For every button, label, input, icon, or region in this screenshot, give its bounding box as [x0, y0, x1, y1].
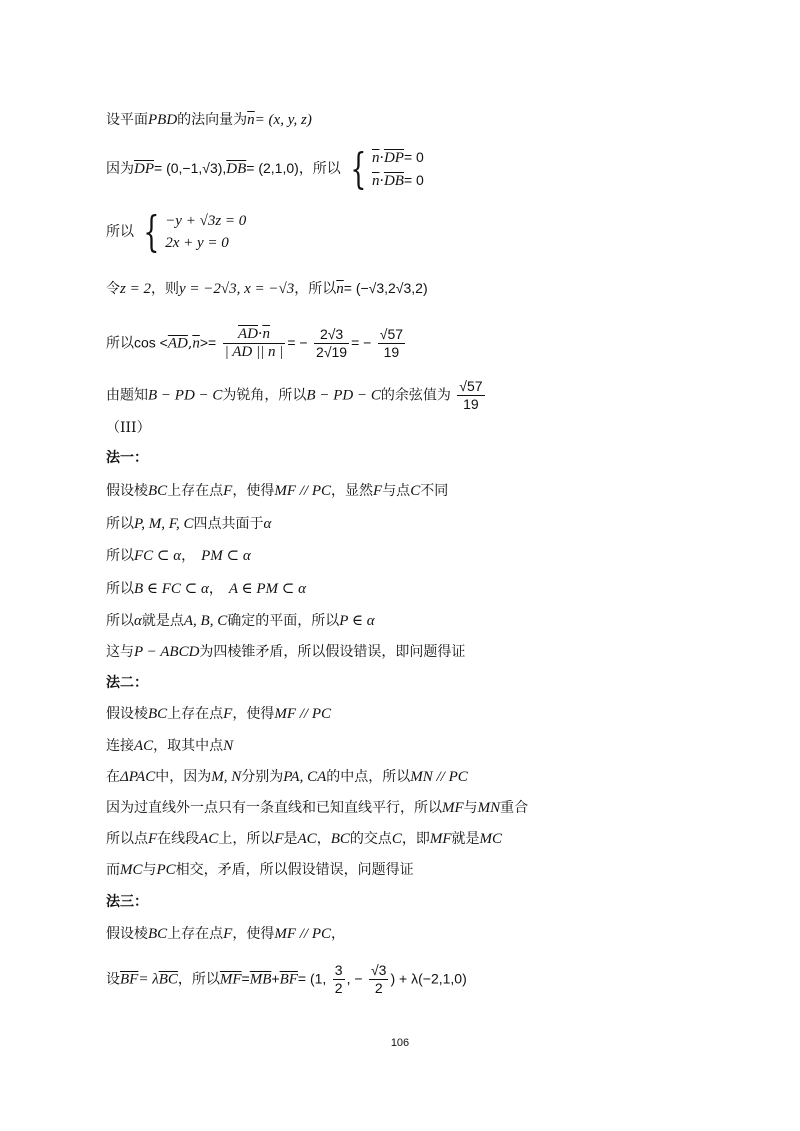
- math-text: C: [391, 831, 402, 847]
- text: 令: [106, 281, 120, 297]
- denominator: 2: [374, 980, 383, 996]
- math-text: >=: [199, 334, 217, 351]
- fraction: [378, 326, 405, 361]
- text: 为锐角，所以: [222, 387, 307, 404]
- text: 与: [463, 800, 478, 816]
- vector-symbol: $\overline{n}$: [262, 326, 270, 342]
- math-text: AC: [134, 738, 154, 754]
- text: 分别为: [241, 769, 284, 785]
- math-text: cos <: [134, 334, 168, 351]
- text: 的中点，所以: [326, 769, 411, 785]
- equation-system: [345, 146, 424, 192]
- math-text: = (−√3,2√3,2): [343, 280, 428, 296]
- method-three-heading: 法三：: [106, 894, 148, 910]
- math-text: = −: [351, 334, 372, 351]
- numerator: √57: [379, 326, 404, 342]
- text: ，: [208, 581, 223, 597]
- math-text: +: [271, 970, 280, 987]
- line-cosine: [106, 326, 407, 361]
- math-text: PBD: [148, 112, 178, 128]
- text: 由题知: [106, 387, 148, 404]
- text: 与点: [382, 483, 411, 499]
- line-conclusion-cos: [106, 378, 487, 413]
- math-text: ,: [187, 335, 193, 352]
- math-text: = −: [287, 334, 308, 351]
- text: 上存在点: [167, 926, 224, 942]
- math-text: , −: [346, 970, 363, 987]
- math-text: ·: [379, 173, 384, 189]
- fraction: [223, 326, 286, 361]
- system-row: [372, 146, 424, 169]
- line-text: [106, 642, 465, 662]
- vector-symbol: $\overline{DP}$: [134, 161, 154, 177]
- math-text: z = 2: [120, 281, 151, 297]
- vector-symbol: $\overline{AD}$: [167, 335, 188, 352]
- math-text: α: [263, 516, 272, 532]
- denominator: | AD || n |: [224, 344, 284, 360]
- denominator: 19: [463, 396, 479, 412]
- text: 设: [106, 971, 120, 988]
- math-text: MC: [479, 831, 503, 847]
- vector-symbol: $\overline{DB}$: [383, 173, 404, 189]
- math-text: ·: [379, 150, 384, 166]
- method-one-heading: 法一：: [106, 450, 148, 466]
- math-text: AC: [199, 831, 219, 847]
- text: ，使得: [232, 926, 275, 942]
- text: ，使得: [232, 483, 275, 499]
- text: 中，因为: [155, 769, 212, 785]
- math-text: F: [373, 483, 383, 499]
- text: 与: [142, 862, 157, 878]
- math-text: F: [148, 831, 158, 847]
- text: 假设棱: [106, 706, 148, 722]
- math-text: F: [223, 926, 233, 942]
- text: ，显然: [331, 483, 374, 499]
- text: 为四棱锥矛盾，所以假设错误，即问题得证: [199, 644, 466, 660]
- text: ，则: [150, 281, 179, 297]
- numerator: √57: [459, 378, 483, 394]
- math-text: MF // PC: [274, 483, 332, 499]
- math-text: N: [223, 738, 234, 754]
- line-text: [106, 481, 448, 501]
- vector-symbol: $\overline{AD}$: [238, 326, 258, 342]
- vector-symbol: $\overline{n}$: [372, 173, 380, 189]
- text: 因为: [106, 161, 134, 177]
- line-text: [106, 736, 233, 756]
- text: 所以点: [106, 831, 148, 847]
- text: 因为过直线外一点只有一条直线和已知直线平行，所以: [106, 800, 442, 816]
- math-text: PC: [156, 862, 176, 878]
- vector-symbol: $\overline{n}$: [192, 335, 200, 352]
- math-text: = (x, y, z): [254, 112, 312, 128]
- fraction: [369, 962, 388, 997]
- math-text: A, B, C: [183, 613, 228, 629]
- fraction: [333, 962, 345, 997]
- math-text: α: [134, 613, 142, 629]
- math-text: MN // PC: [410, 769, 468, 785]
- vector-symbol: $\overline{BF}$: [120, 971, 139, 988]
- text: 上，所以: [218, 831, 275, 847]
- line-equation-system: [106, 207, 247, 256]
- vector-symbol: $\overline{DB}$: [226, 161, 247, 177]
- math-text: B − PD − C: [306, 387, 381, 404]
- math-text: A ∈ PM ⊂ α: [228, 581, 306, 597]
- text: 所以: [106, 516, 134, 532]
- math-text: =: [241, 970, 250, 987]
- text: ，取其中点: [153, 738, 224, 754]
- line-solve-n: [106, 278, 428, 299]
- text: ，: [181, 548, 196, 564]
- method-two-heading: 法二：: [106, 675, 148, 691]
- fraction: [457, 378, 484, 413]
- line-text: [106, 514, 271, 534]
- text: ，: [331, 926, 346, 942]
- math-text: MF // PC: [274, 706, 332, 722]
- text: 就是点: [141, 613, 184, 629]
- left-brace: {: [350, 144, 367, 193]
- math-text: PA, CA: [283, 769, 327, 785]
- math-text: F: [223, 706, 233, 722]
- text: 相交，矛盾，所以假设错误，问题得证: [175, 862, 414, 878]
- text: 连接: [106, 738, 134, 754]
- math-text: MC: [120, 862, 143, 878]
- line-text: [106, 767, 468, 787]
- text: 不同: [420, 483, 449, 499]
- line-text: [106, 798, 528, 818]
- page-number: 106: [390, 1037, 410, 1049]
- math-text: BC: [330, 831, 350, 847]
- equation-system: [138, 207, 247, 256]
- text: 所以: [106, 613, 134, 629]
- section-label-part-iii: （III）: [106, 420, 151, 436]
- text: 在线段: [157, 831, 200, 847]
- math-text: = (2,1,0): [246, 160, 299, 176]
- line-text: [106, 829, 502, 849]
- line-text: [106, 704, 331, 724]
- vector-symbol: $\overline{MF}$: [219, 971, 242, 988]
- line-vectors-dp-db: [106, 146, 424, 192]
- math-text: BC: [148, 926, 168, 942]
- math-text: B − PD − C: [148, 387, 223, 404]
- text: 的法向量为: [177, 112, 248, 128]
- math-text: AC: [297, 831, 317, 847]
- text: 确定的平面，所以: [227, 613, 340, 629]
- math-text: P ∈ α: [339, 613, 375, 629]
- text: 所以: [106, 224, 134, 240]
- text: ，所以: [177, 971, 220, 988]
- text: ，即: [401, 831, 430, 847]
- math-text: MF: [442, 800, 464, 816]
- math-text: FC ⊂ α: [134, 548, 182, 564]
- math-text: y = −2√3, x = −√3: [178, 281, 295, 297]
- math-text: = λ: [138, 971, 159, 988]
- math-text: = (0,−1,√3),: [154, 160, 227, 176]
- math-text: C: [410, 483, 421, 499]
- math-text: = 0: [403, 149, 424, 165]
- text: 所以: [106, 581, 134, 597]
- text: 就是: [451, 831, 480, 847]
- text: 上存在点: [167, 483, 224, 499]
- math-text: ·: [258, 326, 263, 342]
- vector-symbol: $\overline{n}$: [372, 150, 380, 166]
- system-row: [372, 169, 424, 192]
- vector-symbol: $\overline{BF}$: [279, 971, 298, 988]
- math-text: ΔPAC: [120, 769, 156, 785]
- line-vector-bf: [106, 962, 467, 997]
- text: 是: [283, 831, 298, 847]
- vector-symbol: $\overline{BC}$: [158, 971, 178, 988]
- text: ，使得: [232, 706, 275, 722]
- line-text: [106, 546, 251, 566]
- text: 所以: [106, 548, 134, 564]
- left-brace: {: [143, 207, 160, 256]
- text: 所以: [106, 335, 134, 352]
- text: 设平面: [106, 112, 148, 128]
- math-text: M, N: [211, 769, 242, 785]
- text: 假设棱: [106, 483, 148, 499]
- text: ，所以: [298, 161, 341, 177]
- numerator: 2√3: [314, 326, 349, 344]
- line-text: [106, 611, 375, 631]
- text: 假设棱: [106, 926, 148, 942]
- denominator: 2: [334, 980, 343, 996]
- math-text: = 0: [403, 172, 424, 188]
- vector-symbol: $\overline{MB}$: [249, 971, 272, 988]
- numerator: √3: [371, 962, 387, 978]
- text: 的余弦值为: [380, 387, 451, 404]
- math-text: MF: [429, 831, 452, 847]
- vector-symbol: $\overline{n}$: [247, 112, 255, 128]
- denominator: 19: [383, 344, 400, 360]
- math-text: P, M, F, C: [134, 516, 194, 532]
- math-text: = (1,: [297, 970, 327, 987]
- denominator: 2√19: [316, 344, 348, 360]
- text: 而: [106, 862, 120, 878]
- text: 四点共面于: [193, 516, 264, 532]
- line-text: [106, 860, 414, 880]
- math-text: B ∈ FC ⊂ α: [134, 581, 209, 597]
- text: 这与: [106, 644, 134, 660]
- math-text: F: [223, 483, 233, 499]
- text: 在: [106, 769, 120, 785]
- line-normal-vector: [106, 110, 312, 130]
- math-text: MF // PC: [274, 926, 332, 942]
- vector-symbol: $\overline{DP}$: [383, 150, 404, 166]
- text: 的交点: [349, 831, 392, 847]
- math-text: BC: [148, 706, 168, 722]
- text: 上存在点: [167, 706, 224, 722]
- equation: −y + √3z = 0: [165, 213, 247, 229]
- math-text: ) + λ(−2,1,0): [390, 970, 467, 987]
- math-text: P − ABCD: [134, 644, 200, 660]
- numerator: 3: [334, 962, 343, 978]
- equation: 2x + y = 0: [165, 235, 229, 251]
- text: ，所以: [294, 281, 337, 297]
- text: 重合: [500, 800, 529, 816]
- math-text: BC: [148, 483, 168, 499]
- math-text: PM ⊂ α: [201, 548, 251, 564]
- math-text: F: [274, 831, 284, 847]
- line-text: [106, 579, 306, 599]
- fraction: [314, 326, 349, 361]
- line-text: [106, 924, 345, 944]
- vector-symbol: $\overline{n}$: [336, 281, 344, 297]
- math-text: MN: [477, 800, 501, 816]
- text: ，: [316, 831, 331, 847]
